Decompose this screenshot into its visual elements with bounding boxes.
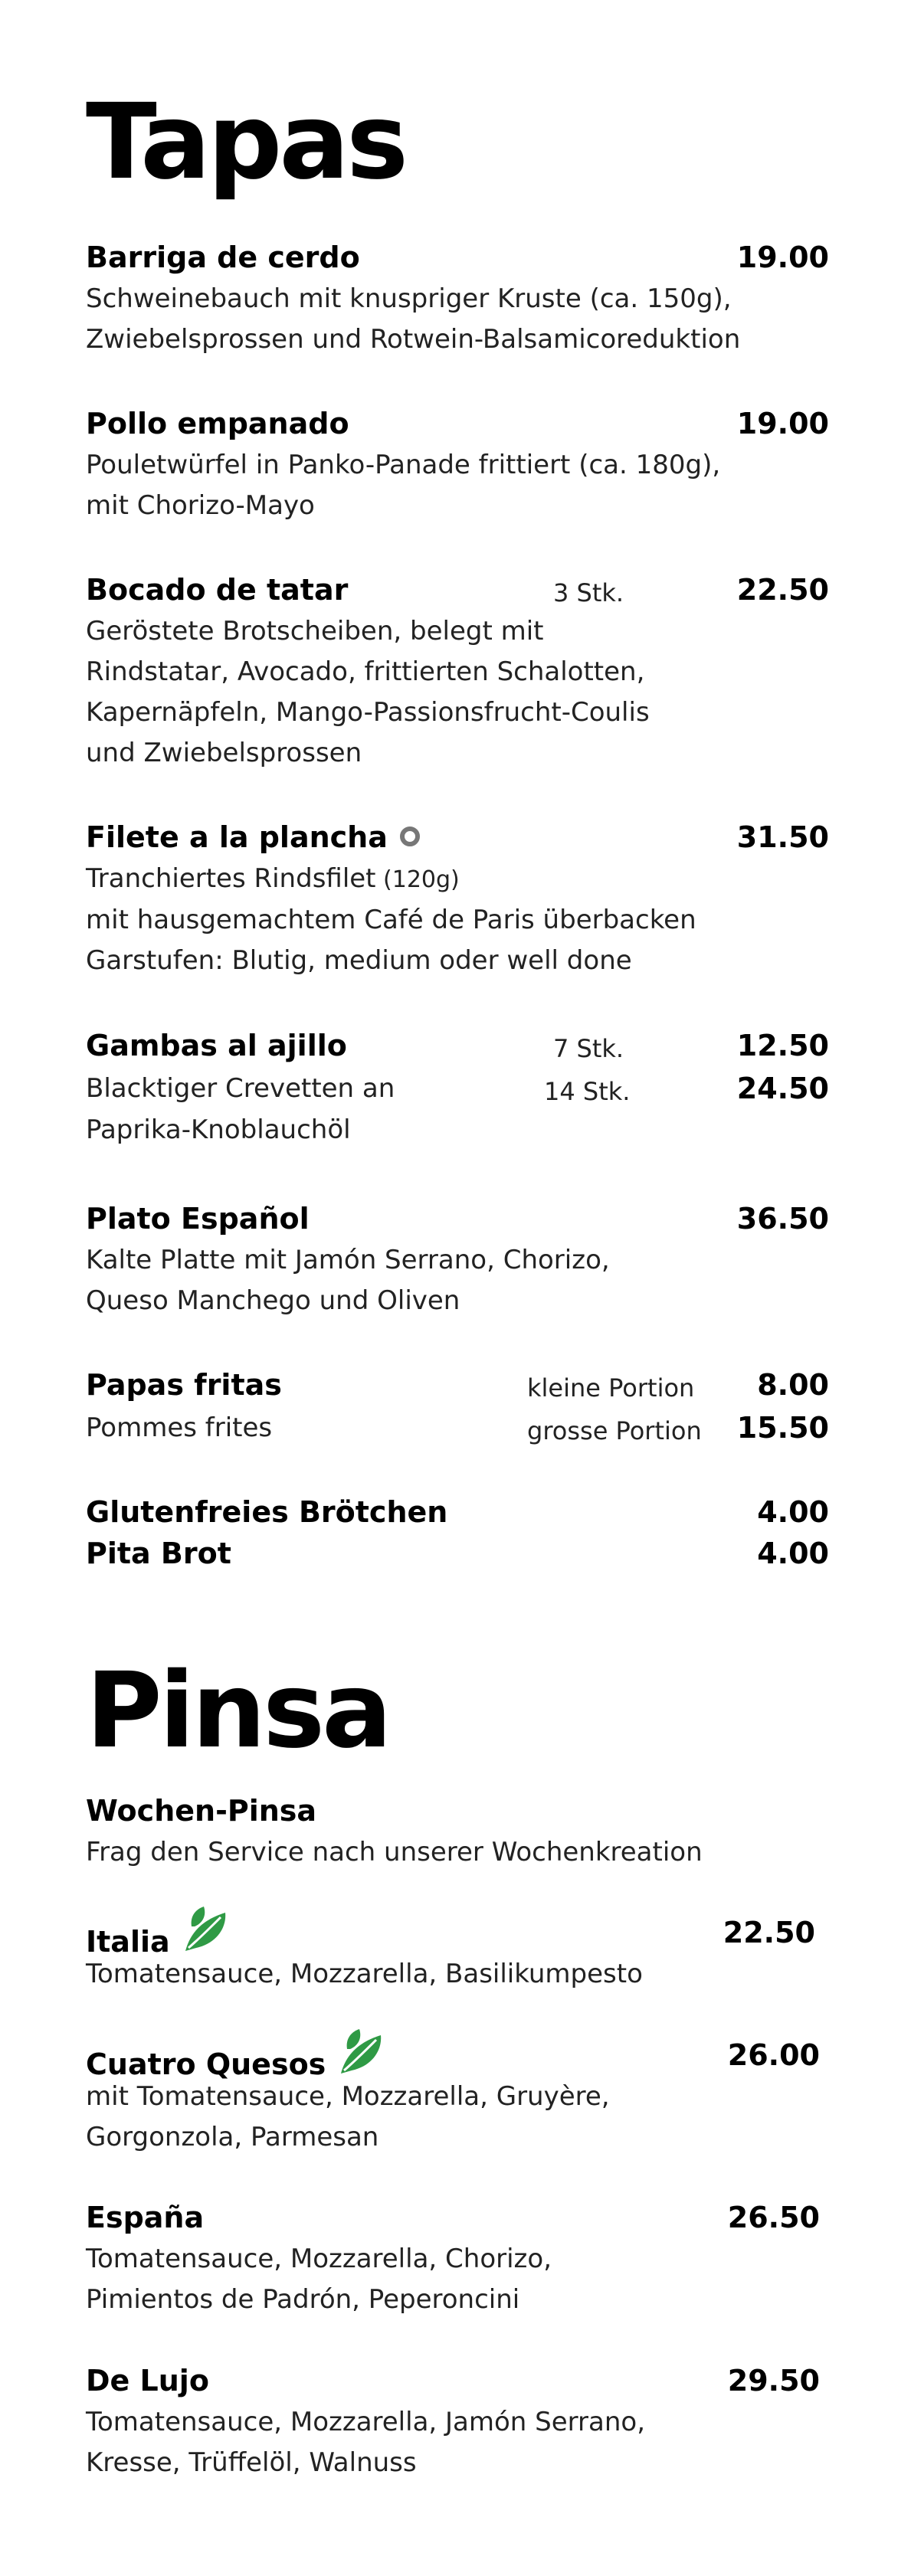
item-name: Plato Español (86, 1202, 310, 1236)
item-price: 29.50 (727, 2364, 820, 2398)
item-name: Papas fritas (86, 1368, 282, 1402)
item-name: Pita Brot (86, 1537, 231, 1570)
item-price: 36.50 (736, 1202, 829, 1236)
item-name: Italia (86, 1911, 234, 1976)
menu-item-de-lujo (86, 2359, 829, 2483)
item-name: Glutenfreies Brötchen (86, 1495, 448, 1529)
tapas-heading: Tapas (86, 82, 406, 203)
item-price: 4.00 (757, 1537, 829, 1570)
item-description: Tomatensauce, Mozzarella, Jamón Serrano, Kresse, Trüffelöl, Walnuss (86, 2407, 646, 2478)
item-description: Schweinebauch mit knuspriger Kruste (ca. 150g), Zwiebelsprossen und Rotwein-Balsamicoreduktion (86, 283, 741, 355)
item-price: 24.50 (736, 1072, 829, 1105)
item-name: Cuatro Quesos (86, 2034, 390, 2099)
item-name: Barriga de cerdo (86, 241, 360, 274)
item-name: Gambas al ajillo (86, 1029, 347, 1062)
item-price: 12.50 (736, 1029, 829, 1062)
menu-item-espana (86, 2196, 829, 2320)
item-description: Geröstete Brotscheiben, belegt mit Rindstatar, Avocado, frittierten Schalotten, Kapernäpfeln, Mango-Passionsfrucht-Coulis und Zwiebelsprossen (86, 616, 650, 768)
item-price: 26.00 (727, 2038, 820, 2072)
menu-item-italia (86, 1911, 829, 1995)
menu-item-plato-espanol (86, 1197, 829, 1321)
item-price: 8.00 (757, 1368, 829, 1402)
item-description: Tomatensauce, Mozzarella, Chorizo, Pimientos de Padrón, Peperoncini (86, 2244, 552, 2315)
item-quantity: 14 Stk. (544, 1077, 631, 1106)
item-name: Wochen-Pinsa (86, 1794, 317, 1828)
item-name: Bocado de tatar (86, 573, 349, 607)
menu-item-cuatro-quesos (86, 2034, 829, 2158)
menu-item-bocado-de-tatar (86, 568, 829, 774)
item-price: 22.50 (736, 573, 829, 607)
menu-item-gambas-al-ajillo (86, 1024, 829, 1151)
menu-item-filete-a-la-plancha (86, 816, 829, 981)
item-description: Paprika-Knoblauchöl (86, 1115, 351, 1145)
item-description: Pommes frites (86, 1412, 273, 1443)
menu-item-pollo-empanado (86, 402, 829, 526)
item-description: Frag den Service nach unserer Wochenkreation (86, 1837, 703, 1867)
item-description: Kalte Platte mit Jamón Serrano, Chorizo, Queso Manchego und Oliven (86, 1245, 610, 1316)
item-price: 19.00 (736, 241, 829, 274)
leaf-icon (181, 1903, 234, 1969)
item-portion: kleine Portion (527, 1373, 695, 1403)
menu-item-barriga-de-cerdo (86, 236, 829, 360)
leaf-icon (336, 2026, 390, 2091)
item-price: 22.50 (723, 1916, 815, 1949)
item-price: 26.50 (727, 2201, 820, 2234)
item-description: Tomatensauce, Mozzarella, Basilikumpesto (86, 1959, 643, 1989)
item-description: Pouletwürfel in Panko-Panade frittiert (ca. 180g), mit Chorizo-Mayo (86, 450, 721, 521)
pinsa-heading: Pinsa (86, 1651, 389, 1772)
item-name: Pollo empanado (86, 407, 349, 440)
item-price: 31.50 (736, 820, 829, 854)
item-name: De Lujo (86, 2364, 209, 2398)
item-name: Filete a la plancha (86, 816, 420, 859)
item-description: mit Tomatensauce, Mozzarella, Gruyère, Gorgonzola, Parmesan (86, 2081, 610, 2152)
menu-item-pita-brot (86, 1532, 829, 1575)
item-description: Tranchiertes Rindsfilet (120g) mit hausgemachtem Café de Paris überbacken Garstufen: Blutig, medium oder well done (86, 863, 696, 976)
item-price: 4.00 (757, 1495, 829, 1529)
item-quantity: 3 Stk. (553, 578, 624, 607)
item-description: Blacktiger Crevetten an (86, 1073, 395, 1104)
item-price: 15.50 (736, 1411, 829, 1445)
menu-item-papas-fritas (86, 1363, 829, 1449)
menu-item-wochen-pinsa (86, 1789, 829, 1873)
item-portion: grosse Portion (527, 1416, 702, 1445)
ring-icon (400, 826, 420, 846)
item-price: 19.00 (736, 407, 829, 440)
item-quantity: 7 Stk. (553, 1034, 624, 1063)
menu-item-glutenfreies-broetchen (86, 1491, 829, 1533)
item-name: España (86, 2201, 205, 2234)
